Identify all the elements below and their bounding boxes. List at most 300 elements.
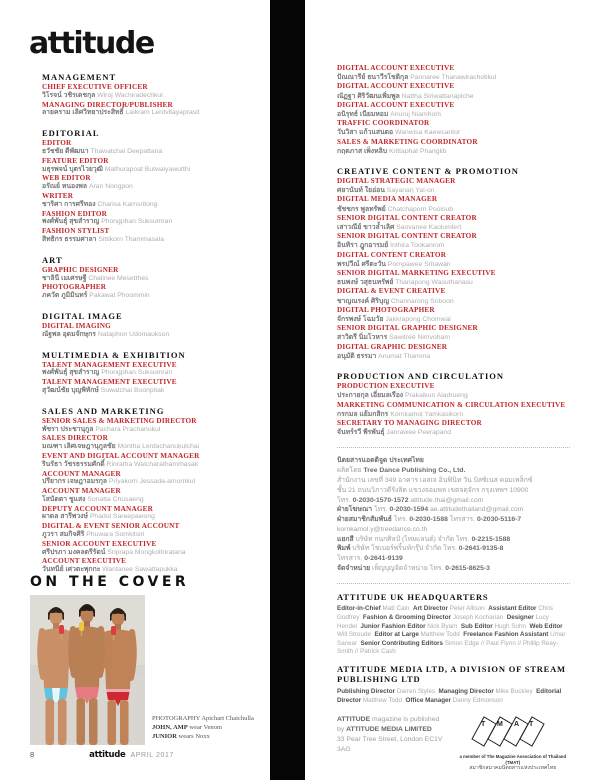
staff-name: Matthew Todd [420,631,460,639]
text: ชั้น 21 ถนนวิภาวดีรังสิต แขวงจอมพล เขตจตุจักร กรุงเทพฯ 10900 [337,486,529,494]
person-name [337,241,570,250]
person-name [337,333,570,342]
publisher-line [337,515,570,525]
bold-text: พิมพ์ [337,545,351,553]
role-title: SALES & MARKETING COORDINATOR [337,137,478,146]
staff-name: Nick Byam [427,622,458,630]
bold-text: ATTITUDE [337,716,371,724]
masthead-entry [337,64,570,82]
masthead-section [42,406,264,575]
media-ltd-title: ATTITUDE MEDIA LTD, A DIVISION OF STREAM PUBLISHING LTD [337,663,566,685]
person-name-english: Wanwisa Kaewsantor [395,129,461,137]
person-name-english: Rinratha Watcharathammasak [106,460,199,468]
publisher-line [337,496,570,506]
person-name [337,278,570,287]
masthead-entry [337,101,570,119]
person-name-thai: ชาริศา การศรีทอง [42,200,96,208]
masthead-entry [42,540,264,558]
publisher-line [337,486,570,496]
person-name [337,128,570,137]
section-title: EDITORIAL [42,128,100,139]
person-name-english: Laikram Lerdvitayaprasit [125,109,200,117]
cover-photo [30,595,145,745]
bold-text: JOHN, AMP [152,724,188,731]
masthead-entry [42,192,264,210]
role-title: SENIOR DIGITAL CONTENT CREATOR [337,213,477,222]
staff-name: Will Stroude [337,631,371,639]
person-name-english: Phongphan Suksumran [101,369,173,377]
person-name-english: Channarong Sriboon [390,297,454,305]
person-name-thai: จันทร์รวี พีรพันธุ์ [337,429,385,437]
masthead-entry [337,382,570,400]
bold-text: นิตยสารแอตติจูด ประเทศไทย [337,457,424,465]
staff-name: Peter Allison [449,605,485,613]
person-name [42,387,264,396]
role-title: EVENT AND DIGITAL ACCOUNT MANAGER [42,451,200,460]
masthead-section [337,166,570,361]
masthead-entry [42,417,264,435]
person-name-thai: สิทธิกร ธรรมศาลา [42,235,97,243]
role-title: TALENT MANAGEMENT EXECUTIVE [42,378,177,387]
role-title: DEPUTY ACCOUNT MANAGER [42,504,154,513]
person-name-thai: ภควัต ภูมิมินทร์ [42,292,88,300]
masthead-entry [42,227,264,245]
text: โทรสาร. [337,555,365,563]
person-name-english: Phongphan Suksumran [101,218,173,226]
masthead-entry [42,322,264,340]
page-number: 8 [30,750,35,759]
role-title: SENIOR DIGITAL CONTENT CREATOR [337,232,477,241]
staff-name: Joseph Kocharian [452,613,504,621]
text: kornkamol.y@treedance.co.th [337,525,428,533]
masthead-section [42,255,264,301]
publisher-line [337,544,570,554]
person-name-thai: รินรัธา วัชรธรรมศักดิ์ [42,460,105,468]
masthead-entry [42,470,264,488]
publisher-line [337,564,570,574]
masthead-entry [337,287,570,305]
person-name-thai: พรปวีณ์ ศรีตะวัน [337,260,386,268]
role-title: DIGITAL ACCOUNT EXECUTIVE [337,64,455,72]
role-title: SECRETARY TO MANAGING DIRECTOR [337,418,482,427]
role-title: DIGITAL PHOTOGRAPHER [337,305,435,314]
svg-text:A: A [513,721,519,729]
person-name-english: Phadol Sareepawong [89,513,155,521]
role-title: SENIOR SALES & MARKETING DIRECTOR [42,416,197,425]
person-name-english: Sonatta Chusaeng [87,495,144,503]
person-name [42,549,264,558]
person-name-thai: ประกายกุล เอี่ยมลเรือง [337,392,404,400]
person-name-english: Charisa Karnsritong [97,200,158,208]
thai-publisher-block [337,456,570,574]
person-name-english: Thawatchai Deepattana [90,147,163,155]
role-title: SENIOR DIGITAL GRAPHIC DESIGNER [337,324,478,333]
masthead-entry [337,401,570,419]
magazine-logo: attitude [29,26,154,61]
staff-role-label: Office Manager [405,696,451,704]
bold-text: 0-2030-1594 [389,506,429,514]
person-name [337,315,570,324]
person-name [42,426,264,435]
person-name-thai: ณัฏฐา ศิริวัฒนเพิ่มพูล [337,92,400,100]
person-name [42,369,264,378]
publisher-line [337,554,570,564]
person-name-english: Inthira Tookanrom [390,242,445,250]
person-name [42,109,264,118]
role-title: FEATURE EDITOR [42,156,109,165]
text: บริษัท กนกศิลป์ (ไทยแลนด์) จำกัด โทร. [353,535,472,543]
person-name-english: Saovanee Kaolumlert [396,224,462,232]
media-ltd-block [337,664,570,705]
publisher-line [337,505,570,515]
role-title: TALENT MANAGEMENT EXECUTIVE [42,360,177,369]
person-name-english: Sawitree Nimvoham [389,334,450,342]
person-name-thai: อนิรุทธ์ เนียมหอม [337,111,389,119]
person-name [42,478,264,487]
person-name-thai: ลายคราม เลิศวิทยาประสิทธิ์ [42,109,124,117]
person-name-thai: อินทิรา ฎูกอารมย์ [337,242,389,250]
publisher-address-block [337,715,446,755]
person-name [42,148,264,157]
person-name-thai: เสาวณีย์ ขาวล้ำเลิศ [337,224,395,232]
text: โทร. [337,496,353,504]
person-name [42,461,264,470]
text: Apichart Chaichulla [201,715,254,722]
text: wears Noxx [176,733,210,740]
text: magazine is published [370,716,440,724]
role-title: DIGITAL ACCOUNT EXECUTIVE [337,82,455,91]
staff-name: Matthew Todd [362,696,402,704]
role-title: SENIOR DIGITAL MARKETING EXECUTIVE [337,269,496,278]
role-title: SALES DIRECTOR [42,434,108,443]
staff-name: Hugh Sohn [494,622,526,630]
person-name-thai: พัชรา ประชานุกูล [42,425,94,433]
person-name-thai: วิโรจน์ วชิรเดชกุล [42,91,96,99]
masthead-entry [337,269,570,287]
masthead-entry [337,138,570,156]
masthead-entry [337,232,570,250]
section-title: DIGITAL IMAGE [42,310,123,321]
person-name-english: Aran Nongpon [88,183,133,191]
masthead-entry [337,419,570,437]
publisher-line [337,466,570,476]
on-the-cover-heading: ON THE COVER [30,574,190,590]
person-name-thai: ณัฐพล อุดมจักษุกร [42,330,96,338]
masthead-entry [337,82,570,100]
person-name-thai: ปรียากร เจษฎาอมรกุล [42,478,108,486]
person-name [337,352,570,361]
masthead-section [42,350,264,396]
person-name-english: Krittaphat Phanglib [388,147,447,155]
role-title: PRODUCTION EXECUTIVE [337,382,435,391]
role-title: FASHION EDITOR [42,209,108,218]
staff-role-label: Editor at Large [374,631,419,639]
right-masthead-column [337,64,570,772]
person-name-thai: ธนพงษ์ วสุธนทรัพย์ [337,279,394,287]
section-title: CREATIVE CONTENT & PROMOTION [337,166,519,177]
cover-credit-line [152,723,254,732]
publisher-line [337,476,570,486]
role-title: DIGITAL ACCOUNT EXECUTIVE [337,100,455,109]
masthead-entry [337,177,570,195]
staff-name: Umar Sarwar [337,631,566,647]
person-name [42,331,264,340]
person-name-thai: กรกมล แย้มกสิกร [337,410,389,418]
role-title: MANAGING DIRECTOR/PUBLISHER [42,100,173,109]
role-title: DIGITAL CONTENT CREATOR [337,250,447,259]
footer-issue: APRIL 2017 [130,752,175,759]
publisher-address-line [337,715,446,725]
bold-text: Tree Dance Publishing Co., Ltd. [363,467,466,475]
person-name-english: Pachara Prachanukul [95,425,161,433]
text: โทร. [372,506,390,514]
person-name-english: Nataphon Udomaukson [97,330,170,338]
text: wear Venom [187,724,222,731]
person-name-thai: มณฑา เลิศเจษฎานุกูลชัย [42,443,116,451]
staff-name: Mike Buckley [495,687,533,695]
masthead-entry [337,343,570,361]
masthead-entry [42,487,264,505]
text: บริษัท โชเบอร์พริ้นท์กรุ๊ป จำกัด โทร. [350,545,459,553]
uk-headquarters-staff [337,605,570,657]
person-name [42,531,264,540]
person-name [337,260,570,269]
staff-role-label: Freelance Fashion Assistant [463,631,549,639]
text: ae.attitudethailand@gmail.com [428,506,524,514]
role-title: DIGITAL & EVENT SENIOR ACCOUNT [42,522,180,531]
person-name-english: Nattha Siriwattanapiche [401,92,474,100]
bold-text: 0-2030-1570-1572 [352,496,409,504]
person-name-thai: ชาลินี เมเศรษฐี [42,274,87,282]
person-name-english: Mathurapoat Butwaiyawutthi [104,165,191,173]
staff-name: Matt Cain [382,605,410,613]
masthead-entry [42,283,264,301]
masthead-section [42,72,264,118]
text: เพ็ญบุญจัดจำหน่าย โทร. [370,565,446,573]
person-name-english: Anuruj Niamhom [390,111,441,119]
bold-text: ฝ่ายโฆษณา [337,506,373,514]
role-title: WEB EDITOR [42,174,91,183]
masthead-entry [337,306,570,324]
staff-name: Danny Edmonson [452,696,503,704]
person-name-thai: วันวิสา แก้วแสนตอ [337,129,394,137]
publisher-address-line [337,725,446,735]
masthead-entry [337,195,570,213]
bold-text: 0-2641-9139 [364,555,403,563]
staff-name: Lucy Hendel [337,613,549,630]
section-title: MULTIMEDIA & EXHIBITION [42,349,186,360]
cover-credit-line [152,714,254,723]
role-title: DIGITAL GRAPHIC DESIGNER [337,342,448,351]
staff-role-label: Managing Director [438,687,494,695]
cover-photo-illustration [30,595,145,745]
person-name-thai: มธุรพจน์ บุตรไวยวุฒิ [42,165,103,173]
left-masthead-column [42,72,264,585]
role-title: EDITOR [42,139,72,148]
staff-role-label: Editor-in-Chief [337,605,381,613]
person-name-english: Thanapong Wasuthanasu [395,279,473,287]
person-name-english: Chatchaporn Poolsub [387,205,453,213]
text: attitude.thai@gmail.com [408,496,484,504]
masthead-entry [42,361,264,379]
person-name [42,183,264,192]
person-name [42,496,264,505]
person-name [337,73,570,82]
bold-text: แยกสี [337,535,354,543]
dotted-separator [337,583,570,584]
person-name-english: Sayanan Yai-on [386,187,435,195]
role-title: CHIEF EXECUTIVE OFFICER [42,83,148,91]
masthead-entry [337,324,570,342]
person-name [337,428,570,437]
person-name [42,443,264,452]
person-name [42,92,264,101]
section-title: PRODUCTION AND CIRCULATION [337,371,505,382]
text: โทร. [391,516,410,524]
center-divider-bar [270,0,305,780]
masthead-section [42,128,264,245]
role-title: FASHION STYLIST [42,227,110,236]
person-name-english: Phuwara Somkitsiri [86,531,145,539]
person-name [42,218,264,227]
role-title: ACCOUNT EXECUTIVE [42,557,127,566]
staff-role-label: Sub Editor [460,622,493,630]
role-title: TRAFFIC COORDINATOR [337,119,430,128]
role-title: WRITER [42,191,74,200]
person-name [337,297,570,306]
masthead-entry [42,139,264,157]
bold-text: 0-2615-8625-3 [445,565,490,573]
staff-name: Chris Godfrey [337,605,553,621]
publisher-line [337,525,570,535]
role-title: MARKETING COMMUNICATION & CIRCULATION EXECUTIVE [337,400,566,409]
person-name-english: Pannaree Thanawirachotikul [410,74,497,82]
person-name [42,166,264,175]
person-name [337,186,570,195]
person-name-english: Sriprapa Mongkoltriratana [107,548,186,556]
bold-text: จัดจำหน่าย [337,565,371,573]
bold-text: 0-2030-5116-7 [476,516,522,524]
masthead-entry [42,210,264,228]
tmat-caption-english: a member of The Magazine Association of Thailand (TMAT) [459,754,567,765]
staff-role-label: Web Editor [529,622,563,630]
person-name-english: Wiroj Wachiradechkul [97,91,163,99]
role-title: GRAPHIC DESIGNER [42,265,119,274]
section-title: MANAGEMENT [42,72,117,82]
publisher-footer-row [337,715,570,772]
role-title: ACCOUNT MANAGER [42,487,121,496]
person-name [337,223,570,232]
person-name-thai: อนุมัติ ธรรมา [337,352,377,360]
person-name-english: Suwatchai Boonpitak [100,386,165,394]
cover-credits [152,714,254,741]
person-name-english: Montha Lerdachanukulchai [117,443,200,451]
masthead-section [337,64,570,156]
masthead-entry [42,434,264,452]
masthead-entry [42,452,264,470]
role-title: SENIOR ACCOUNT EXECUTIVE [42,539,157,548]
person-name-thai: ธวัชชัย ดีพัฒนา [42,147,89,155]
masthead-entry [42,266,264,284]
footer-magazine-name: attitude [89,750,126,760]
uk-headquarters-title: ATTITUDE UK HEADQUARTERS [337,591,489,602]
masthead-entry [337,119,570,137]
staff-role-label: Senior Contributing Editors [360,639,444,647]
text: สำนักงาน เลขที่ 349 อาคาร เอสเจ อินฟินิท วัน บิสซิเนส คอมเพล็กซ์ [337,476,533,484]
staff-name: Simon Edge // Paul Flynn // Phillip Reay-Smith // Patrick Cash [337,639,559,656]
person-name [42,236,264,245]
staff-role-label: Assistant Editor [488,605,537,613]
person-name-thai: พงศ์พันธุ์ สุขสำราญ [42,369,100,377]
text: โทรสาร. [447,516,477,524]
media-ltd-staff [337,688,570,705]
person-name-thai: พงศ์พันธุ์ สุขสำราญ [42,218,100,226]
text: 33 Pear Tree Street, London EC1V 3AG [337,736,443,754]
role-title: DIGITAL MEDIA MANAGER [337,195,438,204]
person-name-english: Chalinee Mesetthes [88,274,149,282]
masthead-entry [42,522,264,540]
text: by [337,726,347,734]
svg-text:T: T [528,721,534,729]
tmat-membership-block [456,715,570,772]
publisher-address-line [337,735,446,755]
person-name-english: Jakkrapong Chomwai [385,316,451,324]
person-name [42,513,264,522]
person-name-english: Anumat Thamma [378,352,431,360]
svg-text:M: M [496,721,503,729]
person-name-english: Janrawee Peerapand [386,429,452,437]
person-name-thai: วันทนีย์ เศวตะพุกกะ [42,566,101,574]
section-title: SALES AND MARKETING [42,405,165,416]
staff-name: Darren Styles [396,687,435,695]
role-title: DIGITAL & EVENT CREATIVE [337,287,446,296]
masthead-section [42,311,264,340]
person-name-thai: ศรีปรภา มงคลตรีรัตน์ [42,548,106,556]
person-name [337,205,570,214]
text: PHOTOGRAPHY [152,715,202,722]
bold-text: 0-2215-1588 [471,535,511,543]
masthead-section [337,371,570,437]
person-name-english: Kornkamol Yamkasikorn [390,410,464,418]
person-name-thai: โสนัตตา ชูแสง [42,495,86,503]
person-name [337,391,570,400]
text: ผลิตโดย [337,467,364,475]
person-name-english: Priyakorn Jessada-amornkul [108,478,196,486]
bold-text: 0-2030-1588 [409,516,448,524]
tmat-caption-thai: สมาชิกสมาคมนิตยสารแห่งประเทศไทย [469,765,557,772]
person-name-thai: ผาดล สารีพวงษ์ [42,513,88,521]
bold-text: ATTITUDE MEDIA LIMITED [346,726,432,734]
person-name [337,410,570,419]
role-title: ACCOUNT MANAGER [42,469,121,478]
bold-text: 0-2641-9135-8 [458,545,504,553]
dotted-separator [337,447,570,448]
person-name-english: Prakaikun Aiadrueng [405,392,468,400]
person-name-english: Wantanee Sawattapukka [102,566,178,574]
staff-role-label: Publishing Director [337,687,396,695]
staff-role-label: Editorial Director [337,687,562,704]
person-name-thai: กฤตภาส เพ็งหลิบ [337,147,388,155]
bold-text: JUNIOR [152,733,177,740]
person-name-english: Pornpawee Sritawan [387,260,451,268]
person-name-english: Sittikorn Thammasala [98,235,164,243]
person-name-thai: จักรพงษ์ โฉมวัย [337,316,384,324]
publisher-line [337,456,570,466]
person-name-thai: สาวิตรี นิ่มโวหาร [337,334,388,342]
bold-text: ฝ่ายสมาชิกสัมพันธ์ [337,516,392,524]
person-name [42,292,264,301]
masthead-entry [337,251,570,269]
